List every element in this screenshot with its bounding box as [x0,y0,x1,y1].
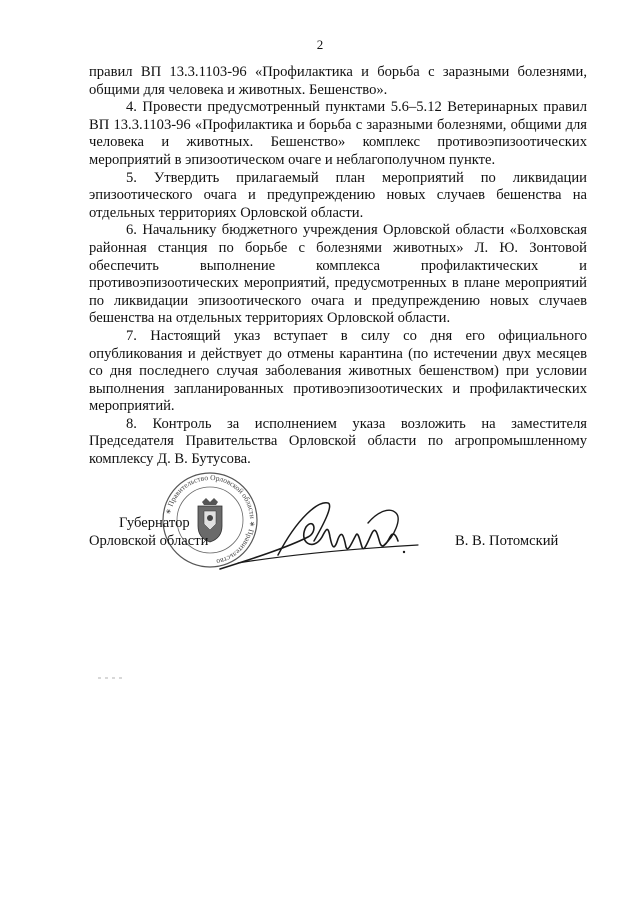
document-body [89,64,587,469]
paragraph-8: 8. Контроль за исполнением указа возложить на заместителя Председателя Правительства Орловской области по агропромышленному комплексу Д. В. Бутусова. [89,415,587,468]
paragraph-5: 5. Утвердить прилагаемый план мероприятий по ликвидации эпизоотического очага и предупреждению новых случаев бешенства на отдельных территориях Орловской области. [89,169,587,221]
paragraph-continuation: правил ВП 13.3.1103-96 «Профилактика и борьба с заразными болезнями, общими для человека и животных. Бешенство». [89,64,587,98]
signatory-title-line2: Орловской области [89,532,209,549]
signatory-name: В. В. Потомский [455,533,559,549]
signatory-title-line1: Губернатор [119,515,190,531]
scan-mark [98,676,126,680]
signatory-title [89,515,249,550]
paragraph-4: 4. Провести предусмотренный пунктами 5.6–5.12 Ветеринарных правил ВП 13.3.1103-96 «Профилактика и борьба с заразными болезнями, общими для человека и животных. Бешенство» комплекс противоэпизоотических мероприятий в эпизоотическом очаге и неблагополучном пункте. [89,99,587,168]
paragraph-6: 6. Начальнику бюджетного учреждения Орловской области «Болховская районная станция по борьбе с болезнями животных» Л. Ю. Зонтовой обеспечить выполнение комплекса профилактических и противоэпизоотических мероприятий, предусмотренных в плане мероприятий по ликвидации эпизоотического очага и предупреждению новых случаев бешенства на отдельных территориях Орловской области. [89,222,587,327]
page-number: 2 [316,37,324,52]
svg-text:∗ Правительство Орловской обла: ∗ Правительство Орловской области ∗ Правительство [163,472,258,567]
paragraph-7: 7. Настоящий указ вступает в силу со дня его официального опубликования и действует до отмены карантина (по истечении двух месяцев со дня последнего случая заболевания животных бешенством) при условии выполнения запланированных противоэпизоотических и профилактических мероприятий. [89,327,587,415]
